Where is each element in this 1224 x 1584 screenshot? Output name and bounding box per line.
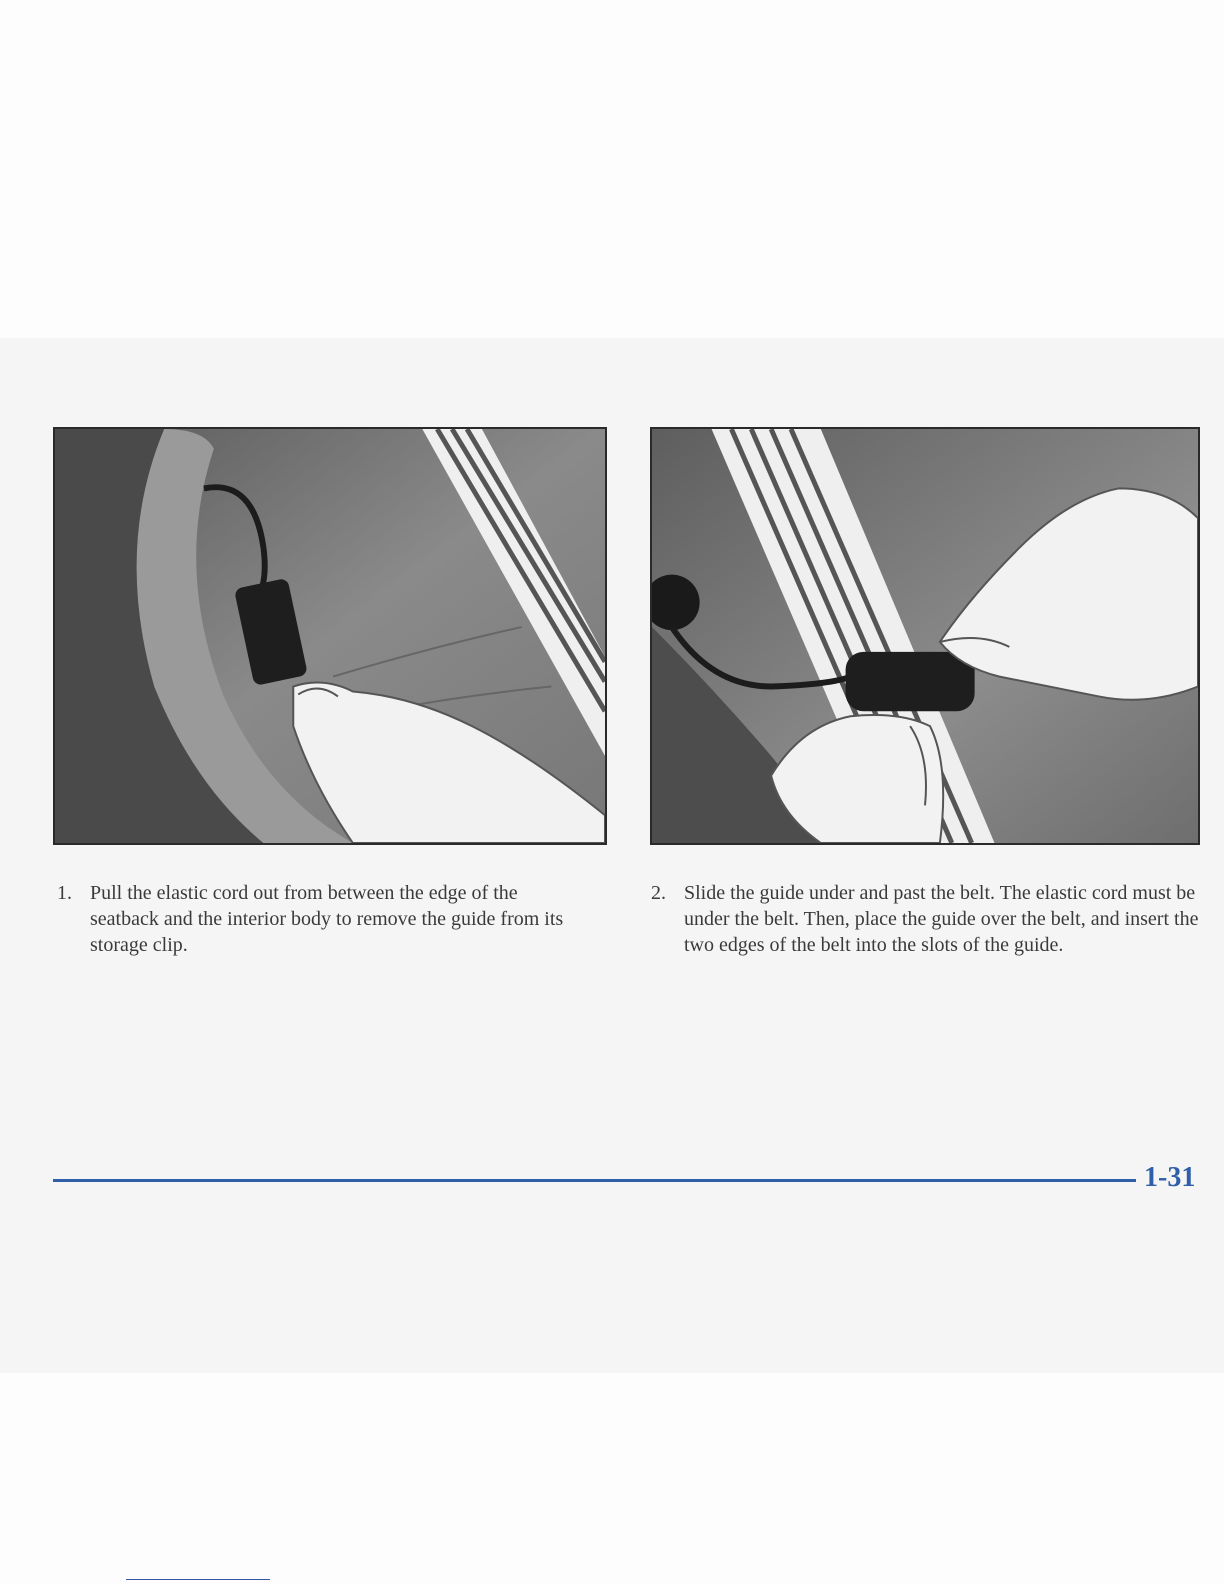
illustration-remove-guide-drawing bbox=[55, 429, 605, 843]
footer-rule bbox=[53, 1179, 1136, 1182]
page-number: 1-31 bbox=[1144, 1162, 1196, 1193]
step-1 bbox=[57, 880, 577, 958]
illustration-remove-guide bbox=[53, 427, 607, 845]
step-text: Slide the guide under and past the belt. The elastic cord must be under the belt. Then, place the guide over the belt, and insert the two edges of the belt into the slots of the guide. bbox=[684, 882, 1199, 956]
step-number: 1. bbox=[57, 882, 72, 904]
illustration-insert-belt-drawing bbox=[652, 429, 1198, 843]
illustration-insert-belt bbox=[650, 427, 1200, 845]
step-2 bbox=[651, 880, 1203, 958]
bottom-divider bbox=[126, 1579, 270, 1580]
step-text: Pull the elastic cord out from between the edge of the seatback and the interior body to remove the guide from its storage clip. bbox=[90, 882, 564, 956]
step-number: 2. bbox=[651, 882, 666, 904]
